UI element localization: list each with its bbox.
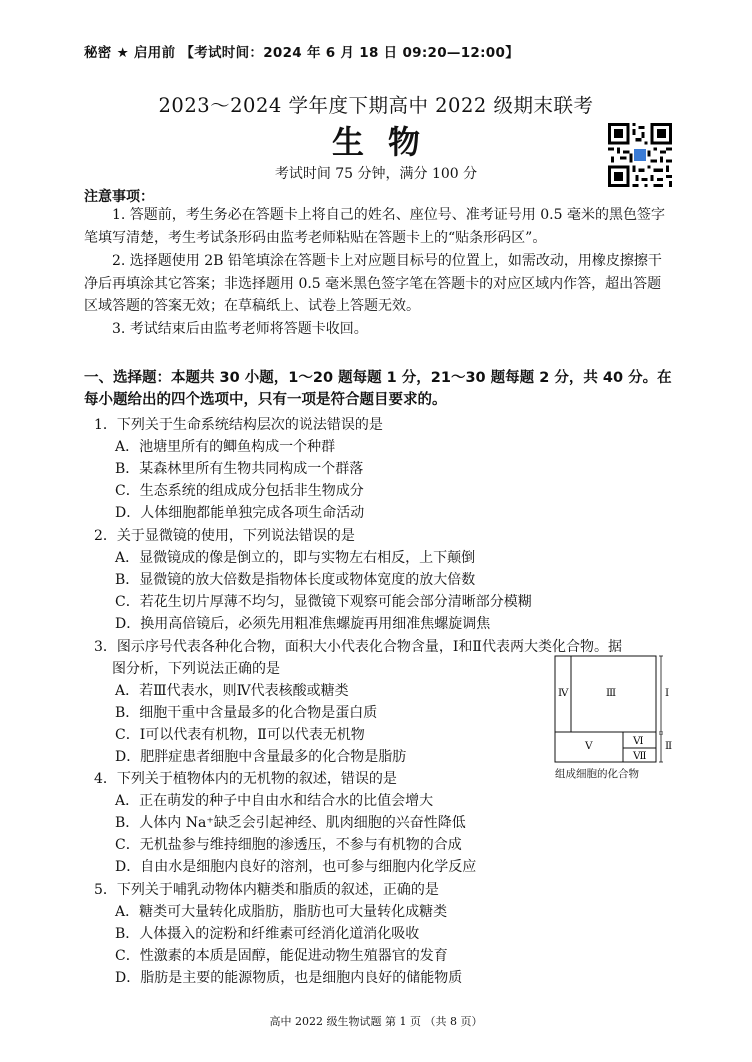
diagram-label-i: Ⅰ <box>665 687 670 699</box>
question-option: B．某森林里所有生物共同构成一个群落 <box>115 461 364 477</box>
question-option: A．池塘里所有的鲫鱼构成一个种群 <box>115 439 336 455</box>
question-stem: 2．关于显微镜的使用，下列说法错误的是 <box>94 528 355 544</box>
question-option: B．人体摄入的淀粉和纤维素可经消化道消化吸收 <box>115 926 420 942</box>
diagram-label-iv: Ⅳ <box>558 687 569 699</box>
diagram-label-vii: Ⅶ <box>633 750 647 762</box>
question-option: B．细胞干重中含量最多的化合物是蛋白质 <box>115 705 378 721</box>
exam-info: 考试时间 75 分钟，满分 100 分 <box>274 166 478 182</box>
diagram-label-v: Ⅴ <box>585 740 593 752</box>
question-stem: 1．下列关于生命系统结构层次的说法错误的是 <box>94 417 383 433</box>
question-option: D．脂肪是主要的能源物质，也是细胞内良好的储能物质 <box>115 970 463 986</box>
confidential-header: 秘密 ★ 启用前 【考试时间：2024 年 6 月 18 日 09:20—12:00】 <box>84 45 519 61</box>
diagram-label-vi: Ⅵ <box>633 735 644 747</box>
question-option: B．显微镜的放大倍数是指物体长度或物体宽度的放大倍数 <box>115 572 476 588</box>
diagram-label-ii: Ⅱ <box>665 740 673 752</box>
question-option: C．性激素的本质是固醇，能促进动物生殖器官的发育 <box>115 948 448 964</box>
section-heading: 一、选择题：本题共 30 小题，1～20 题每题 1 分，21～30 题每题 2 分，共 40 分。在每小题给出的四个选项中，只有一项是符合题目要求的。 <box>84 370 672 408</box>
question-stem: 3．图示序号代表各种化合物，面积大小代表化合物含量，Ⅰ和Ⅱ代表两大类化合物。据 <box>94 639 622 655</box>
question-stem-continued: 图分析，下列说法正确的是 <box>112 661 280 677</box>
question-option: A．若Ⅲ代表水，则Ⅳ代表核酸或糖类 <box>115 683 349 699</box>
question-option: C．Ⅰ可以代表有机物，Ⅱ可以代表无机物 <box>115 727 365 743</box>
question-option: D．换用高倍镜后，必须先用粗准焦螺旋再用细准焦螺旋调焦 <box>115 616 491 632</box>
question-option: C．生态系统的组成成分包括非生物成分 <box>115 483 364 499</box>
question-option: A．显微镜成的像是倒立的，即与实物左右相反，上下颠倒 <box>115 550 476 566</box>
diagram-caption: 组成细胞的化合物 <box>555 768 639 780</box>
question-option: D．人体细胞都能单独完成各项生命活动 <box>115 505 365 521</box>
question-option: A．糖类可大量转化成脂肪，脂肪也可大量转化成糖类 <box>115 904 448 920</box>
question-option: C．若花生切片厚薄不均匀，显微镜下观察可能会部分清晰部分模糊 <box>115 594 532 610</box>
question-option: A．正在萌发的种子中自由水和结合水的比值会增大 <box>115 793 434 809</box>
qr-code-icon <box>608 123 672 187</box>
question-option: B．人体内 Na⁺缺乏会引起神经、肌肉细胞的兴奋性降低 <box>115 815 466 831</box>
note-item: 3. 考试结束后由监考老师将答题卡收回。 <box>112 321 368 337</box>
exam-title: 2023～2024 学年度下期高中 2022 级期末联考 <box>158 94 594 117</box>
question-option: D．肥胖症患者细胞中含量最多的化合物是脂肪 <box>115 749 407 765</box>
question-option: C．无机盐参与维持细胞的渗透压，不参与有机物的合成 <box>115 837 462 853</box>
diagram-label-iii: Ⅲ <box>606 687 617 699</box>
page-footer: 高中 2022 级生物试题 第 1 页 （共 8 页） <box>269 1015 483 1028</box>
question-stem: 4．下列关于植物体内的无机物的叙述，错误的是 <box>94 771 397 787</box>
notes-heading: 注意事项： <box>84 189 154 205</box>
compound-diagram <box>548 654 678 784</box>
question-option: D．自由水是细胞内良好的溶剂，也可参与细胞内化学反应 <box>115 859 477 875</box>
question-stem: 5．下列关于哺乳动物体内糖类和脂质的叙述，正确的是 <box>94 882 439 898</box>
subject-title: 生物 <box>331 123 444 161</box>
note-item: 1. 答题前，考生务必在答题卡上将自己的姓名、座位号、准考证号用 0.5 毫米的黑色签字笔填写清楚，考生考试条形码由监考老师粘贴在答题卡上的“贴条形码区”。 <box>84 207 665 246</box>
note-item: 2. 选择题使用 2B 铅笔填涂在答题卡上对应题目标号的位置上，如需改动，用橡皮擦擦干净后再填涂其它答案；非选择题用 0.5 毫米黑色签字笔在答题卡的对应区域内作答，超出答题区域答题的答案无效；在草稿纸上、试卷上答题无效。 <box>84 253 662 314</box>
compound-diagram-svg <box>548 654 678 784</box>
